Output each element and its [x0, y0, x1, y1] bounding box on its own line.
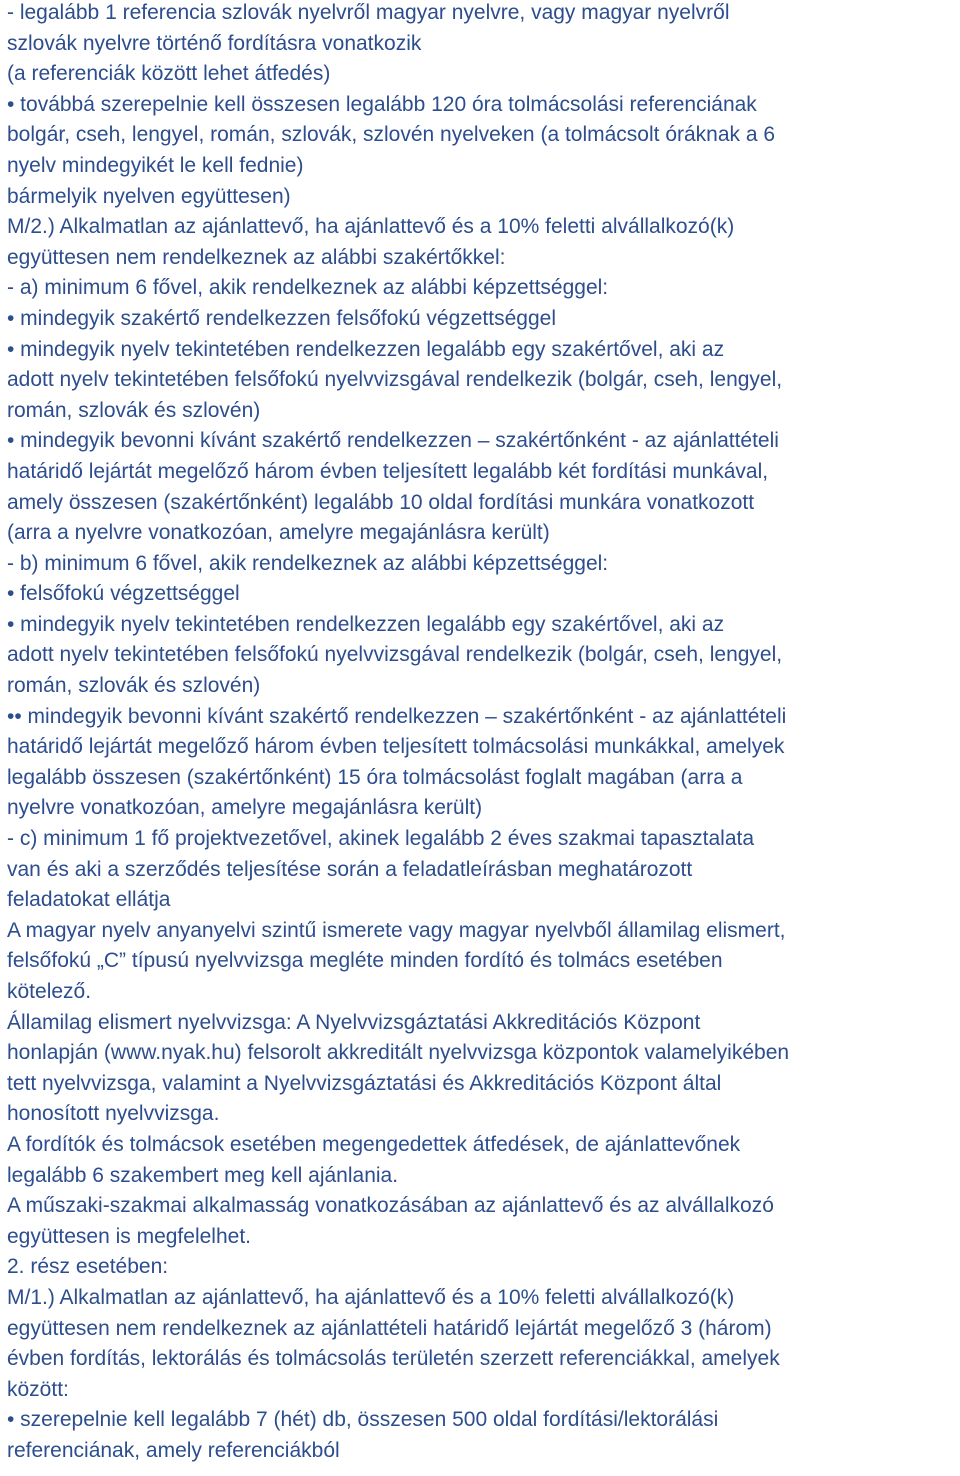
text-line: M/2.) Alkalmatlan az ajánlattevő, ha ajánlattevő és a 10% feletti alvállalkozó(k): [7, 215, 735, 239]
text-line: bármelyik nyelven együttesen): [7, 184, 291, 208]
text-line: évben fordítás, lektorálás és tolmácsolás területén szerzett referenciákkal, amelyek: [7, 1347, 780, 1371]
text-line: határidő lejártát megelőző három évben teljesített legalább két fordítási munkával,: [7, 459, 769, 483]
text-line: között:: [7, 1377, 69, 1401]
text-line: - legalább 1 referencia szlovák nyelvről magyar nyelvre, vagy magyar nyelvről: [7, 1, 730, 24]
text-line: referenciának, amely referenciákból: [7, 1438, 340, 1462]
text-line: nyelv mindegyikét le kell fednie): [7, 153, 304, 177]
text-line: • mindegyik nyelv tekintetében rendelkezzen legalább egy szakértővel, aki az: [7, 612, 725, 636]
text-line: van és aki a szerződés teljesítése során a feladatleírásban meghatározott: [7, 857, 693, 881]
text-line: - a) minimum 6 fővel, akik rendelkeznek az alábbi képzettséggel:: [7, 276, 609, 300]
text-line: határidő lejártát megelőző három évben teljesített tolmácsolási munkákkal, amelyek: [7, 735, 785, 759]
text-line: honlapján (www.nyak.hu) felsorolt akkreditált nyelvvizsga központok valamelyikében: [7, 1041, 790, 1065]
text-line: • mindegyik nyelv tekintetében rendelkezzen legalább egy szakértővel, aki az: [7, 337, 725, 361]
text-line: honosított nyelvvizsga.: [7, 1102, 220, 1126]
text-line: - c) minimum 1 fő projektvezetővel, akinek legalább 2 éves szakmai tapasztalata: [7, 827, 755, 851]
text-line: feladatokat ellátja: [7, 888, 171, 912]
text-line: adott nyelv tekintetében felsőfokú nyelvvizsgával rendelkezik (bolgár, cseh, lengyel,: [7, 643, 783, 667]
text-line: - b) minimum 6 fővel, akik rendelkeznek az alábbi képzettséggel:: [7, 551, 609, 575]
text-line: legalább 6 szakembert meg kell ajánlania.: [7, 1163, 399, 1187]
text-line: amely összesen (szakértőnként) legalább 10 oldal fordítási munkára vonatkozott: [7, 490, 755, 514]
text-line: legalább összesen (szakértőnként) 15 óra tolmácsolást foglalt magában (arra a: [7, 765, 743, 789]
text-line: román, szlovák és szlovén): [7, 674, 261, 698]
text-line: felsőfokú „C” típusú nyelvvizsga megléte minden fordító és tolmács esetében: [7, 949, 723, 973]
text-line: 2. rész esetében:: [7, 1255, 169, 1279]
text-line: •• mindegyik bevonni kívánt szakértő rendelkezzen – szakértőnként - az ajánlattételi: [7, 704, 787, 728]
text-line: • továbbá szerepelnie kell összesen legalább 120 óra tolmácsolási referenciának: [7, 92, 757, 116]
text-line: kötelező.: [7, 980, 92, 1003]
text-line: együttesen nem rendelkeznek az ajánlattételi határidő lejártát megelőző 3 (három): [7, 1316, 772, 1340]
text-line: • szerepelnie kell legalább 7 (hét) db, összesen 500 oldal fordítási/lektorálási: [7, 1408, 719, 1432]
text-line: bolgár, cseh, lengyel, román, szlovák, szlovén nyelveken (a tolmácsolt óráknak a 6: [7, 123, 776, 147]
text-line: (arra a nyelvre vonatkozóan, amelyre megajánlásra került): [7, 521, 550, 545]
text-line: • felsőfokú végzettséggel: [7, 582, 240, 606]
text-line: • mindegyik bevonni kívánt szakértő rendelkezzen – szakértőnként - az ajánlattételi: [7, 429, 779, 453]
text-line: tett nyelvvizsga, valamint a Nyelvvizsgáztatási és Akkreditációs Központ által: [7, 1071, 722, 1095]
text-line: adott nyelv tekintetében felsőfokú nyelvvizsgával rendelkezik (bolgár, cseh, lengyel,: [7, 368, 783, 392]
text-line: M/1.) Alkalmatlan az ajánlattevő, ha ajánlattevő és a 10% feletti alvállalkozó(k): [7, 1285, 735, 1309]
text-line: együttesen nem rendelkeznek az alábbi szakértőkkel:: [7, 245, 506, 269]
text-line: A magyar nyelv anyanyelvi szintű ismerete vagy magyar nyelvből államilag elismert,: [7, 918, 786, 942]
text-line: A műszaki-szakmai alkalmasság vonatkozásában az ajánlattevő és az alvállalkozó: [7, 1194, 774, 1218]
text-line: együttesen is megfelelhet.: [7, 1224, 251, 1248]
text-line: (a referenciák között lehet átfedés): [7, 62, 331, 86]
text-line: Államilag elismert nyelvvizsga: A Nyelvvizsgáztatási Akkreditációs Központ: [7, 1010, 701, 1034]
text-line: nyelvre vonatkozóan, amelyre megajánlásra került): [7, 796, 483, 820]
text-line: A fordítók és tolmácsok esetében megengedettek átfedések, de ajánlattevőnek: [7, 1132, 741, 1156]
document-body: [7, 0, 959, 1467]
text-line: szlovák nyelvre történő fordításra vonatkozik: [7, 31, 422, 55]
text-line: román, szlovák és szlovén): [7, 398, 261, 422]
text-line: • mindegyik szakértő rendelkezzen felsőfokú végzettséggel: [7, 306, 556, 330]
